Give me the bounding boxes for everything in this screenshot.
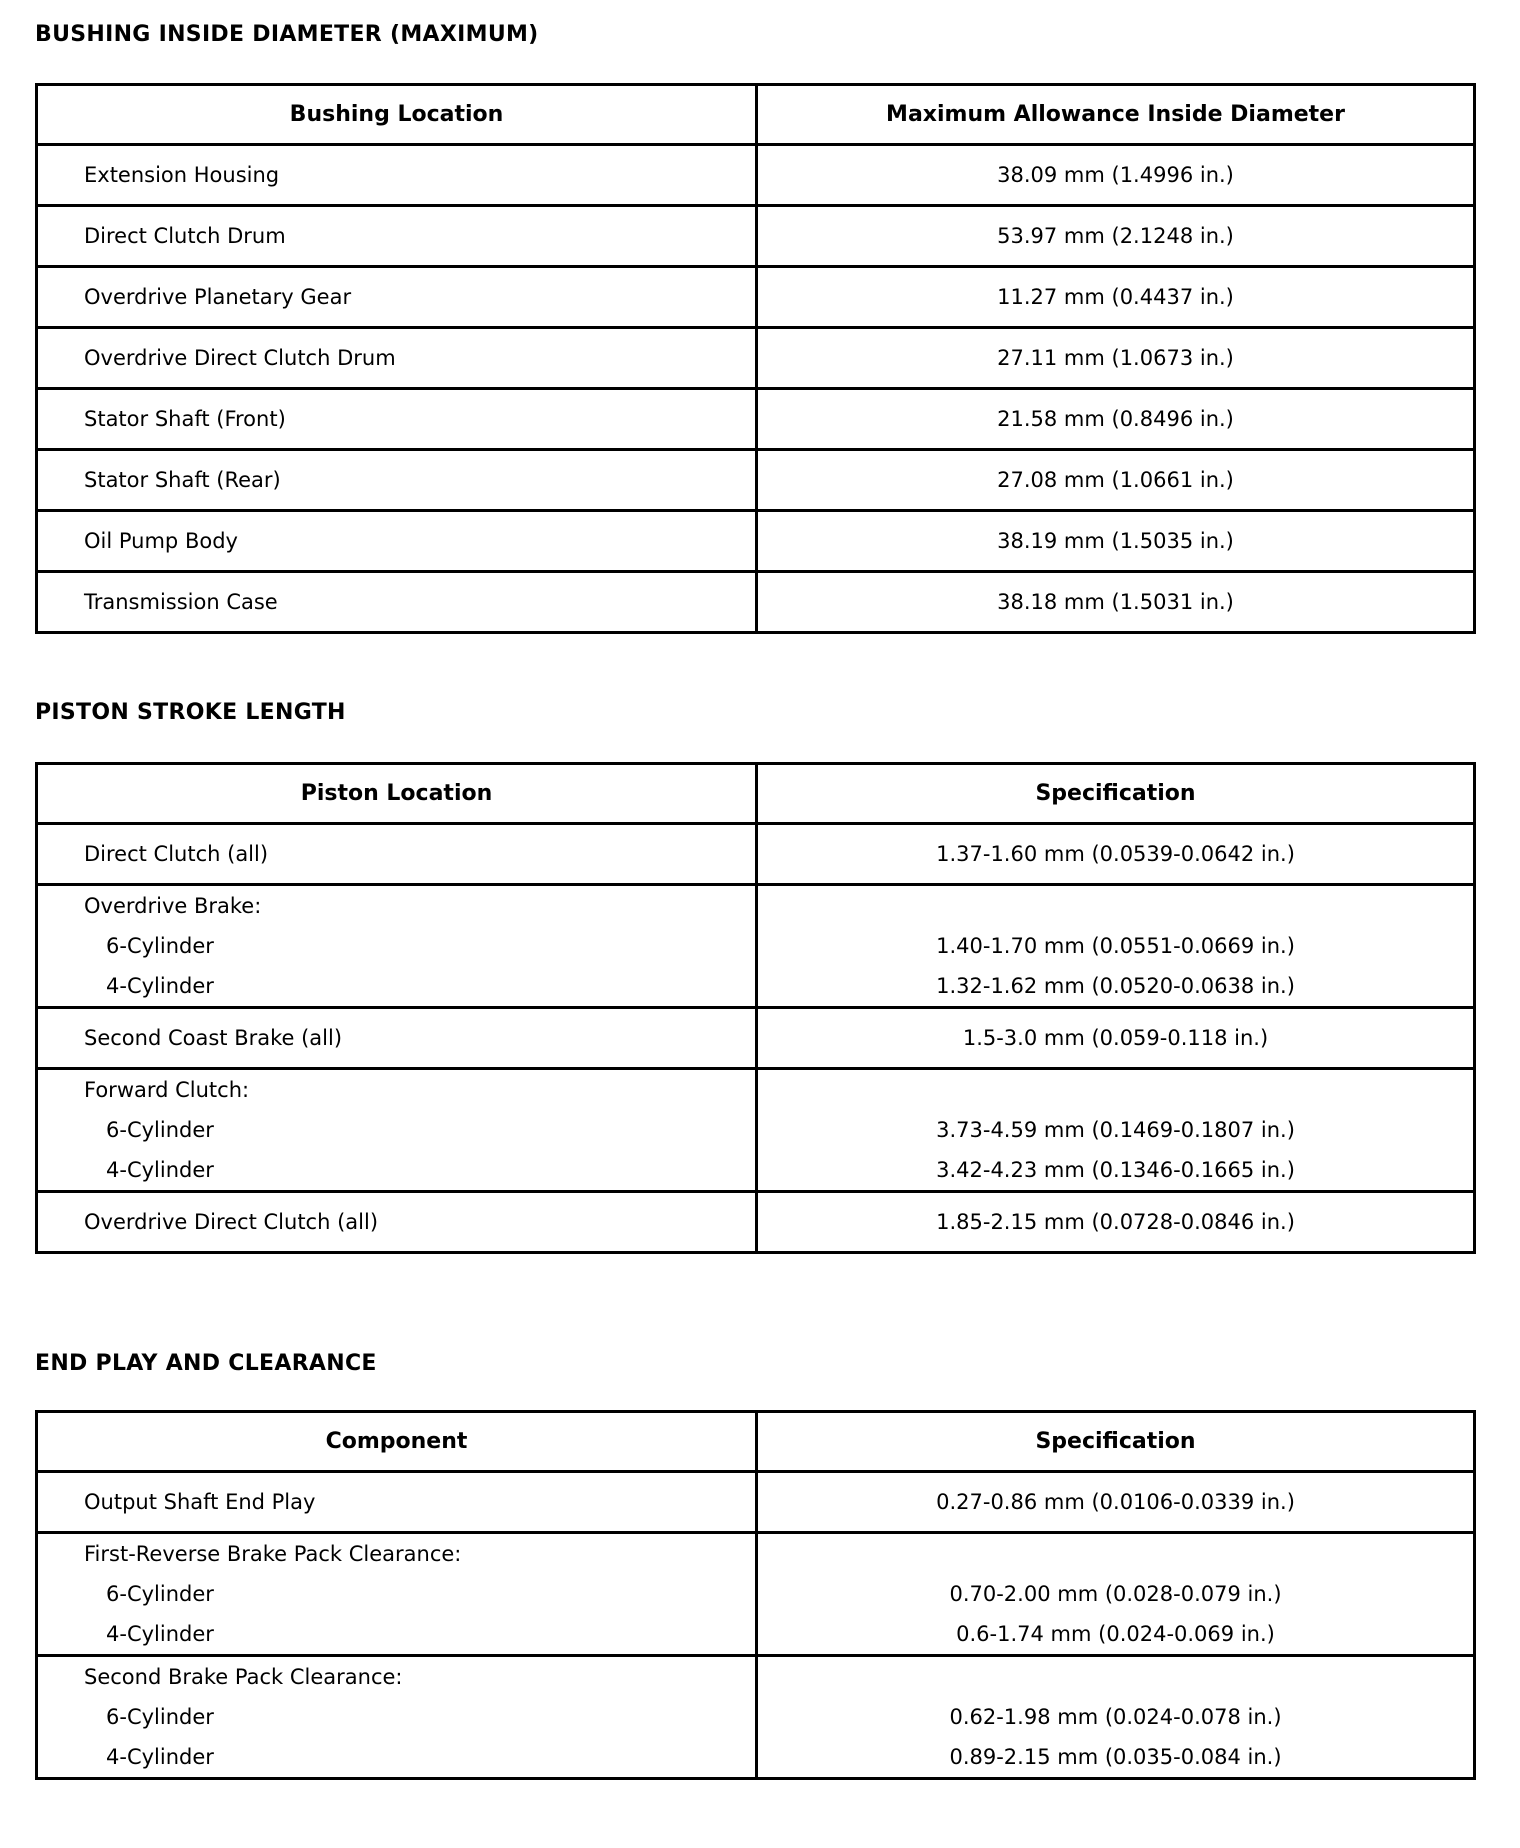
bushing-table xyxy=(35,83,1476,634)
value-cell: 53.97 mm (2.1248 in.) xyxy=(757,206,1475,267)
table-row xyxy=(37,885,1475,1008)
table-header-row xyxy=(37,85,1475,145)
sub-label: 4-Cylinder xyxy=(106,1622,214,1646)
value-cell: 27.11 mm (1.0673 in.) xyxy=(757,328,1475,389)
sub-value: 3.73-4.59 mm (0.1469-0.1807 in.) xyxy=(936,1118,1295,1142)
table-row xyxy=(37,824,1475,885)
value-cell: 1.85-2.15 mm (0.0728-0.0846 in.) xyxy=(757,1192,1475,1253)
location-cell: Overdrive Direct Clutch Drum xyxy=(37,328,757,389)
table-row xyxy=(37,267,1475,328)
location-cell xyxy=(37,885,757,1008)
table-header-row xyxy=(37,1412,1475,1472)
column-header: Maximum Allowance Inside Diameter xyxy=(757,85,1475,145)
value-cell: 38.09 mm (1.4996 in.) xyxy=(757,145,1475,206)
value-cell: 27.08 mm (1.0661 in.) xyxy=(757,450,1475,511)
location-cell: Second Coast Brake (all) xyxy=(37,1008,757,1069)
location-cell: Output Shaft End Play xyxy=(37,1472,757,1533)
column-header: Specification xyxy=(757,1412,1475,1472)
value-cell: 21.58 mm (0.8496 in.) xyxy=(757,389,1475,450)
table-row xyxy=(37,1192,1475,1253)
value-cell: 1.37-1.60 mm (0.0539-0.0642 in.) xyxy=(757,824,1475,885)
sub-value: 3.42-4.23 mm (0.1346-0.1665 in.) xyxy=(936,1158,1295,1182)
sub-value: 0.6-1.74 mm (0.024-0.069 in.) xyxy=(956,1622,1275,1646)
location-cell: Direct Clutch Drum xyxy=(37,206,757,267)
column-header: Bushing Location xyxy=(37,85,757,145)
sub-label: 6-Cylinder xyxy=(106,1118,214,1142)
value-cell xyxy=(757,1656,1475,1779)
location-cell xyxy=(37,1656,757,1779)
location-cell: Overdrive Direct Clutch (all) xyxy=(37,1192,757,1253)
value-cell: 0.27-0.86 mm (0.0106-0.0339 in.) xyxy=(757,1472,1475,1533)
table-row xyxy=(37,1656,1475,1779)
table-row xyxy=(37,1008,1475,1069)
value-cell: 38.19 mm (1.5035 in.) xyxy=(757,511,1475,572)
sub-label: 6-Cylinder xyxy=(106,1582,214,1606)
table-row xyxy=(37,511,1475,572)
sub-label: 6-Cylinder xyxy=(106,1705,214,1729)
location-cell: Overdrive Planetary Gear xyxy=(37,267,757,328)
column-header: Specification xyxy=(757,764,1475,824)
value-cell: 1.5-3.0 mm (0.059-0.118 in.) xyxy=(757,1008,1475,1069)
sub-label: 6-Cylinder xyxy=(106,934,214,958)
table-row xyxy=(37,450,1475,511)
endplay-section-title: END PLAY AND CLEARANCE xyxy=(35,1351,377,1376)
location-cell xyxy=(37,1533,757,1656)
sub-label: 4-Cylinder xyxy=(106,974,214,998)
value-cell: 38.18 mm (1.5031 in.) xyxy=(757,572,1475,633)
table-row xyxy=(37,1069,1475,1192)
sub-value: 1.32-1.62 mm (0.0520-0.0638 in.) xyxy=(936,974,1295,998)
bushing-section-title: BUSHING INSIDE DIAMETER (MAXIMUM) xyxy=(35,22,539,47)
piston-section-title: PISTON STROKE LENGTH xyxy=(35,700,346,725)
value-cell xyxy=(757,1069,1475,1192)
sub-value: 0.89-2.15 mm (0.035-0.084 in.) xyxy=(949,1745,1282,1769)
table-row xyxy=(37,328,1475,389)
value-cell xyxy=(757,1533,1475,1656)
value-cell: 11.27 mm (0.4437 in.) xyxy=(757,267,1475,328)
sub-value: 0.70-2.00 mm (0.028-0.079 in.) xyxy=(949,1582,1282,1606)
table-row xyxy=(37,206,1475,267)
endplay-table xyxy=(35,1410,1476,1780)
table-row xyxy=(37,1533,1475,1656)
column-header: Component xyxy=(37,1412,757,1472)
table-row xyxy=(37,572,1475,633)
table-header-row xyxy=(37,764,1475,824)
sub-value: 1.40-1.70 mm (0.0551-0.0669 in.) xyxy=(936,934,1295,958)
column-header: Piston Location xyxy=(37,764,757,824)
group-label: Overdrive Brake: xyxy=(84,894,262,918)
table-row xyxy=(37,145,1475,206)
group-label: Second Brake Pack Clearance: xyxy=(84,1665,403,1689)
piston-table xyxy=(35,762,1476,1254)
location-cell: Stator Shaft (Front) xyxy=(37,389,757,450)
location-cell xyxy=(37,1069,757,1192)
location-cell: Extension Housing xyxy=(37,145,757,206)
group-label: First-Reverse Brake Pack Clearance: xyxy=(84,1542,462,1566)
value-cell xyxy=(757,885,1475,1008)
table-row xyxy=(37,1472,1475,1533)
sub-label: 4-Cylinder xyxy=(106,1158,214,1182)
location-cell: Transmission Case xyxy=(37,572,757,633)
sub-label: 4-Cylinder xyxy=(106,1745,214,1769)
table-row xyxy=(37,389,1475,450)
location-cell: Oil Pump Body xyxy=(37,511,757,572)
location-cell: Stator Shaft (Rear) xyxy=(37,450,757,511)
location-cell: Direct Clutch (all) xyxy=(37,824,757,885)
group-label: Forward Clutch: xyxy=(84,1078,250,1102)
sub-value: 0.62-1.98 mm (0.024-0.078 in.) xyxy=(949,1705,1282,1729)
